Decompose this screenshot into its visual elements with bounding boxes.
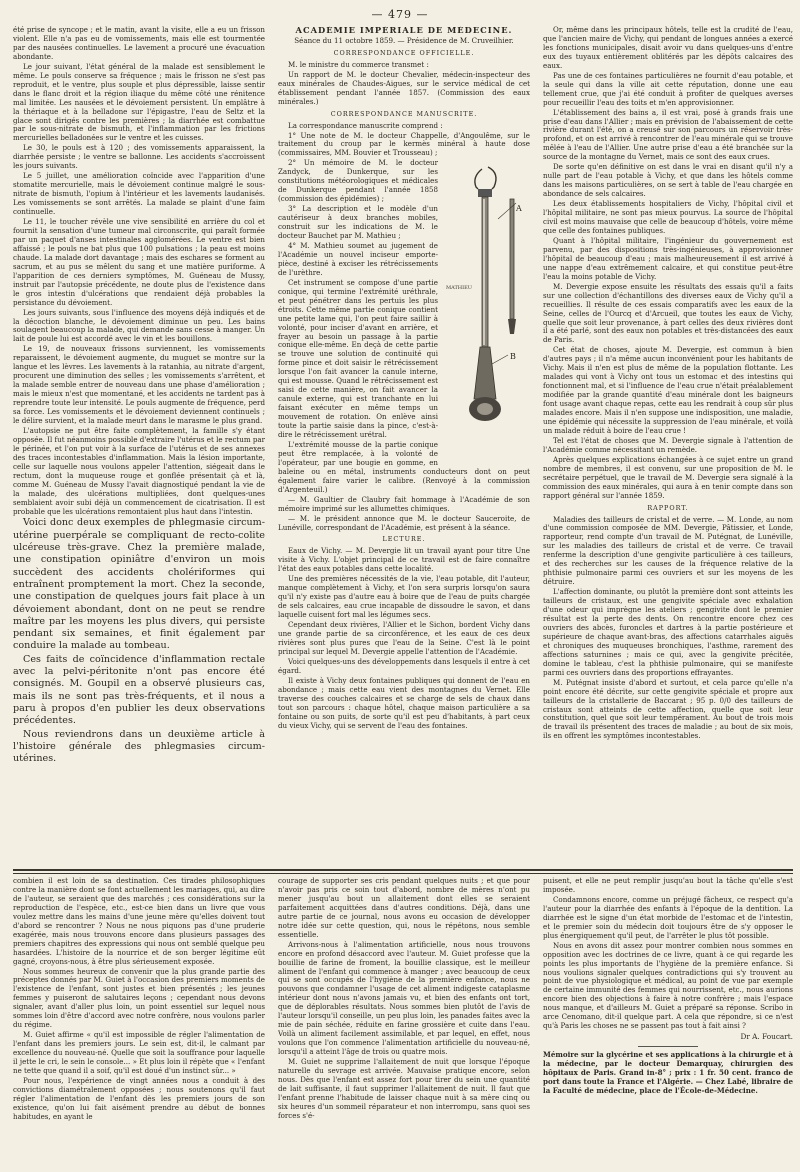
paragraph: — M. le président annonce que M. le docteur Sauceroite, de Lunéville, correspondant de l'Académie, est présent à la séance.: [278, 513, 530, 532]
paragraph: Il existe à Vichy deux fontaines publiques qui donnent de l'eau en abondance ; mais cette eau vient des montagnes du Vernet. Elle traverse des couches calcaires et se charge de sels de chaux dans tout son parcours : chaque hôtel, chaque maison particulière a sa fontaine ou son puits, de sorte qu'il est peu d'habitants, à part ceux du vieux Vichy, qui se servent de l'eau des fontaines.: [278, 675, 530, 730]
conclusion-block: [13, 517, 265, 765]
paragraph: courage de supporter ses cris pendant quelques nuits ; et que pour n'avoir pas pris ce soin tout d'abord, nombre de mères n'ont pu mener jusqu'au bout un allaitement dont elles se seraient parfaitement acquittées dans d'autres conditions. Déjà, dans une autre partie de ce journal, nous avons eu occasion de développer notre idée sur cette question, qui, nous le répétons, nous semble essentielle.: [278, 877, 530, 939]
paragraph: M. Guiet affirme « qu'il est impossible de régler l'alimentation de l'enfant dans les premiers jours. Le sein est, dit-il, le calmant par excellence du nouveau-né. Quelle que soit la souffrance pour laquelle il jette le cri, le sein le console... » Et plus loin il répète que « l'enfant ne tette que quand il a soif, qu'il est doué d'un instinct sûr... »: [13, 1030, 265, 1076]
paragraph: Le jour suivant, l'état général de la malade est sensiblement le même. Le pouls conserve sa fréquence ; mais le frisson ne s'est pas reproduit, et le ventre, plus souple et plus dépressible, laisse sentir dans le flanc droit et la région iliaque du même côté une rénitence mal limitée. Les nausées et le dévoiement persistent. Un emplâtre à la thériaque et à la belladone sur l'épigastre, l'eau de Seltz et la glace sont dirigés contre les premières ; la diarrhée est combattue par le sous-nitrate de bismuth, et l'inflammation par les frictions mercurielles belladonées sur le ventre et les cuisses.: [13, 61, 265, 143]
paragraph: puisent, et elle ne peut remplir jusqu'au bout la tâche qu'elle s'est imposée.: [543, 877, 793, 894]
paragraph: Arrivons-nous à l'alimentation artificielle, nous nous trouvons encore en profond désaccord avec l'auteur. M. Guiet professe que la bouillie de farine de froment, la bouillie classique, est le meilleur aliment de l'enfant qui commence à manger ; avec beaucoup de ceux qui se sont occupés de l'hygiène de la première enfance, nous ne pouvons que condamner l'usage de cet aliment indigeste cataplasme intérieur dont nous n'avons jamais vu, et bien des enfants ont tort, que de déplorables résultats. Nous sommes bien plutôt de l'avis de l'auteur lorsqu'il conseille, un peu plus loin, les panades faites avec la mie de pain séchée, réduite en farine grossière et cuite dans l'eau. Voilà un aliment facilement assimilable, et par lequel, en effet, nous voulons que l'on commence l'alimentation artificielle du nouveau-né, lorsqu'il a atteint l'âge de trois ou quatre mois.: [278, 939, 530, 1057]
paragraph: 4° M. Mathieu soumet au jugement de l'Académie un nouvel inciseur emporte-pièce, destiné à exciser les rétrécissements de l'urèthre.: [278, 240, 438, 277]
paragraph: L'établissement des bains a, il est vrai, posé à grands frais une prise d'eau dans l'Allier ; mais en prévision de l'abaissement de cette rivière durant l'été, on a creusé sur son parcours un réservoir très-profond, et on est arrivé à rencontrer de l'eau minérale qui se trouve mêlée à l'eau de l'Allier. Une autre prise d'eau a été branchée sur la source de la montagne du Vernet, mais ce sont des eaux crues.: [543, 107, 793, 162]
session-line: Séance du 11 octobre 1859. — Présidence de M. Cruveilhier.: [294, 35, 514, 45]
feuilleton-column-middle: [278, 877, 530, 1167]
figure-label-b: B: [510, 352, 516, 362]
paragraph: Une des premières nécessités de la vie, l'eau potable, dit l'auteur, manque complètement à Vichy, et l'on sera surpris lorsqu'on saura qu'il n'y existe pas d'autre eau à boire que de l'eau de puits chargée de sels calcaires, eau crue incapable de dissoudre le savon, et dans laquelle cuisent fort mal les légumes secs.: [278, 574, 530, 620]
paragraph: Quant à l'hôpital militaire, l'ingénieur du gouvernement est parvenu, par des dispositions très-ingénieuses, à approvisionner l'hôpital de beaucoup d'eau ; mais malheureusement il est arrivé à une nappe d'eau extrêmement calcaire, et qui constitue peut-être l'eau la moins potable de Vichy.: [543, 235, 793, 281]
paragraph: — M. Gaultier de Claubry fait hommage à l'Académie de son mémoire imprimé sur les allumettes chimiques.: [278, 494, 530, 513]
academy-title: ACADÉMIE IMPÉRIALE DE MÉDECINE.: [295, 26, 513, 35]
column-left: [13, 26, 265, 864]
paragraph: Pour nous, l'expérience de vingt années nous a conduit à des convictions diamétralement opposées ; nous soutenons qu'il faut régler l'alimentation de l'enfant dès les premiers jours de son existence, qu'on lui fait aisément prendre au début de bonnes habitudes, en ayant le: [13, 1075, 265, 1121]
paragraph: Nous en avons dit assez pour montrer combien nous sommes en opposition avec les doctrines de ce livre, quant à ce qui regarde les points les plus importants de l'hygiène de la première enfance. Si nous voulions signaler quelques contradictions qui s'y trouvent au point de vue physiologique et médical, au point de vue par exemple de certaine immunité des femmes qui nourrissent, etc., nous aurions encore bien des objections à faire à notre confrère ; mais l'espace nous manque, et d'ailleurs M. Guiet a préparé sa réponse. Scribo in arce Cenomano, dit-il quelque part. A cela que répondre, si ce n'est qu'à Paris les choses ne se passent pas tout à fait ainsi ?: [543, 940, 793, 1031]
paragraph: De sorte qu'en définitive on est dans le vrai en disant qu'il n'y a nulle part de l'eau potable à Vichy, et que dans les hôtels comme dans les maisons particulières, on se sert à table de l'eau chargée en abondance de sels calcaires.: [543, 162, 793, 199]
feuilleton-column-left: [13, 877, 265, 1167]
paragraph: 2° Un mémoire de M. le docteur Zandyck, de Dunkerque, sur les constitutions météorologiques et médicales de Dunkerque pendant l'année 1858 (commission des épidémies) ;: [278, 158, 438, 204]
separator: [638, 1046, 698, 1047]
paragraph: Or, même dans les principaux hôtels, telle est la crudité de l'eau, que l'ancien maire de Vichy, qui pendant de longues années a exercé les fonctions municipales, disait avoir vu dans quelques-uns d'entre eux des tuyaux entièrement oblitérés par les dépôts calcaires des eaux.: [543, 26, 793, 70]
paragraph: Cet instrument se compose d'une partie conique, qui termine l'extrémité uréthrale, et peut pénétrer dans les pertuis les plus étroits. Cette même partie conique contient une petite lame qui, l'on peut faire saillir à volonté, pour inciser d'avant en arrière, et frayer au besoin un passage à la partie conique elle-même. En deçà de cette partie se trouve une solution de continuité qui forme pince et doit saisir le rétrécissement lorsque l'on fait avancer la canule interne, qui est mousse. Quand le rétrécissement est saisi de cette manière, on fait avancer la canule externe, qui est tranchante en lui faisant exécuter en même temps un mouvement de rotation. On enlève ainsi toute la partie saisie dans la pince, c'est-à-dire le rétrécissement urétral.: [278, 277, 438, 439]
feuilleton-rule-thin: [13, 873, 793, 874]
conclusion-paragraph: Nous reviendrons dans un deuxième article à l'histoire générale des phlegmasies circum-utérines.: [13, 728, 265, 765]
paragraph: Condamnons encore, comme un préjugé fâcheux, ce respect qu'a l'auteur pour la diarrhée des enfants à l'époque de la dentition. La diarrhée est le signe d'un état morbide de l'estomac et de l'intestin, et le premier soin du médecin doit toujours être de s'y opposer le plus énergiquement qu'il peut, de l'arrêter le plus tôt possible.: [543, 894, 793, 940]
paragraph: Un rapport de M. le docteur Chevalier, médecin-inspecteur des eaux minérales de Chaudes-Aigues, sur le service médical de cet établissement pendant l'année 1857. (Commission des eaux minérales.): [278, 69, 530, 106]
paragraph: Les jours suivants, sous l'influence des moyens déjà indiqués et de la décoction blanche, le dévoiement diminue un peu. Les bains soulagent beaucoup la malade, qui demande sans cesse à manger. Un lait de poule lui est accordé avec le vin et les bouillons.: [13, 307, 265, 344]
paragraph: 3° La description et le modèle d'un cautériseur à deux branches mobiles, construit sur les indications de M. le docteur Bauchet par M. Mathieu ;: [278, 204, 438, 241]
paragraph: combien il est loin de sa destination. Ces tirades philosophiques contre la manière dont se font actuellement les mariages, qui, au dire de l'auteur, se seraient que des marchés ; ces considérations sur la reproduction de l'espèce, etc., est-ce bien dans un livre que vous voulez mettre dans les mains d'une jeune mère qu'elles doivent tout d'abord se rencontrer ? Nous ne nous piquons pas d'une pruderie exagérée, mais nous trouvons encore dans plusieurs passages des premiers chapitres des expressions qui nous ont semblé quelque peu hasardées. L'histoire de la nourrice et de son berger légitime eût gagné, croyons-nous, à être plus sérieusement exposée.: [13, 877, 265, 966]
manuscript-heading: CORRESPONDANCE MANUSCRITE.: [330, 109, 478, 118]
paragraph: Nous sommes heureux de convenir que la plus grande partie des préceptes donnés par M. Guiet à l'occasion des premiers moments de l'existence de l'enfant, sont justes et bien présentés ; les jeunes femmes y puiseront de salutaires leçons ; cependant nous devons signaler, avant d'aller plus loin, un point essentiel sur lequel nous sommes loin d'être d'accord avec notre confrère, nous voulons parler du régime.: [13, 966, 265, 1030]
paragraph: L'extrémité mousse de la partie conique peut être remplacée, à la volonté de l'opérateur, par une bougie en gomme, en baleine ou en métal, instruments conducteurs dont on peut également faire varier le calibre. (Renvoyé à la commission d'Argenteuil.): [278, 439, 530, 494]
feuilleton-column-right: [543, 877, 793, 1167]
bibliography-note: Mémoire sur la glycérine et ses applications à la chirurgie et à la médecine, par le docteur Demarquay, chirurgien des hôpitaux de Paris. Grand in-8° ; prix : 1 fr. 50 cent. franco de port dans toute la France et l'Algérie. — Chez Labé, libraire de la Faculté de médecine, place de l'École-de-Médecine.: [543, 1050, 793, 1095]
conclusion-paragraph: Voici donc deux exemples de phlegmasie circum-utérine puerpérale se compliquant de recto-colite ulcéreuse très-grave. Chez la première malade, une constipation opiniâtre d'environ un mois succèdent des accidents cholériformes qui entraînent promptement la mort. Chez la seconde, une constipation de quelques jours fait place à un dévoiement abondant, dont on ne peut se rendre maître par les moyens les plus divers, qui persiste pendant six semaines, et finit également par conduire la malade au tombeau.: [13, 517, 265, 652]
paragraph: Les deux établissements hospitaliers de Vichy, l'hôpital civil et l'hôpital militaire, ne sont pas mieux pourvus. La source de l'hôpital civil est moins mauvaise que celle de beaucoup d'hôtels, voire même que celle des fontaines publiques.: [543, 199, 793, 235]
figure-label-a: A: [516, 204, 522, 214]
feuilleton-rule: [13, 869, 793, 871]
urethrotome-drawing: [442, 159, 530, 459]
paragraph: Eaux de Vichy. — M. Devergie lit un travail ayant pour titre Une visite à Vichy. L'objet principal de ce travail est de faire connaître l'état des eaux potables dans cette localité.: [278, 546, 530, 574]
column-middle: [278, 26, 530, 864]
paragraph: M. Devergie expose ensuite les résultats des essais qu'il a faits sur une collection d'échantillons des diverses eaux de Vichy qu'il a recueillies. Il résulte de ces essais comparatifs avec les eaux de la Seine, celles de l'Ourcq et d'Arcueil, que toutes les eaux de Vichy, quelle que soit leur provenance, à part celles des deux rivières dont il a été parlé, sont des eaux non potables et très-distancées des eaux de Paris.: [543, 281, 793, 345]
paragraph: M. le ministre du commerce transmet :: [288, 59, 429, 69]
paragraph: Après quelques explications échangées à ce sujet entre un grand nombre de membres, il est convenu, sur une proposition de M. le secrétaire perpétuel, que le travail de M. Devergie sera signalé à la commission des eaux minérales, qui aura à en tenir compte dans son rapport général sur l'année 1859.: [543, 454, 793, 500]
column-right: [543, 26, 793, 864]
paragraph: L'autopsie ne put être faite complètement, la famille s'y étant opposée. Il fut néanmoins possible d'extraire l'utérus et le rectum par le périnée, et l'on put voir à la surface de l'utérus et de ses annexes des traces incontestables d'inflammation. Mais la lésion importante, celle sur laquelle nous voulons appeler l'attention, siégeait dans le rectum, dont la muqueuse rouge et gonflée présentait çà et là, comme M. Guéneau de Mussy l'avait diagnostiqué pendant la vie de la malade, des ulcérations multipliées, dont quelques-unes semblaient avoir subi déjà un commencement de cicatrisation. Il est probable que les ulcérations remontaient plus haut dans l'intestin.: [13, 425, 265, 516]
paragraph: Maladies des tailleurs de cristal et de verre. — M. Londe, au nom d'une commission composée de MM. Devergie, Pâtissier, et Londe, rapporteur, rend compte d'un travail de M. Putégnat, de Lunéville, sur les maladies des tailleurs de cristal et de verre. Ce travail renferme la description d'une gengivite particulière à ces tailleurs, et des recherches sur les causes de la fréquence relative de la phthisie pulmonaire parmi ces ouvriers et sur les moyens de les détruire.: [543, 514, 793, 587]
instrument-figure: [442, 159, 530, 459]
conclusion-paragraph: Ces faits de coïncidence d'inflammation rectale avec la pelvi-péritonite n'ont pas encore été consignés. M. Goupil en a observé plusieurs cas, mais ils ne sont pas très-fréquents, et il nous a paru à propos d'en publier les deux observations précédentes.: [13, 653, 265, 727]
paragraph: Voici quelques-uns des développements dans lesquels il entre à cet égard.: [278, 656, 530, 675]
author-signature: Dr A. Foucart.: [740, 1032, 793, 1042]
paragraph: M. Putégnat insiste d'abord et surtout, et cela parce qu'elle n'a point encore été décrite, sur cette gengivite spéciale et propre aux tailleurs de la cristallerie de Baccarat ; 95 p. 0/0 des tailleurs de cristaux sont atteints de cette affection, quelle que soit leur constitution, quel que soit leur tempérament. Au bout de trois mois de travail ils présentent des traces de maladie ; au bout de six mois, ils en offrent les symptômes incontestables.: [543, 677, 793, 741]
paragraph: Le 5 juillet, une amélioration coïncide avec l'apparition d'une stomatite mercurielle, mais le dévoiement continue malgré le sous-nitrate de bismuth, l'opium à l'intérieur et les lavements laudanisés. Les vomissements se sont arrêtés. La malade se plaint d'une faim continuelle.: [13, 171, 265, 217]
lecture-heading: LECTURE.: [382, 535, 426, 544]
page-number: — 479 —: [371, 8, 429, 21]
paragraph: Le 11, le toucher révèle une vive sensibilité en arrière du col et fournit la sensation d'une tumeur mal circonscrite, qui paraît formée par un paquet d'anses intestinales agglomérées. Le ventre est bien affaissé ; le pouls ne bat plus que 100 pulsations ; la peau est moins chaude. La malade dort davantage ; mais des eschares se forment au sacrum, et au pus se mêlent du sang et une matière puriforme. A l'apparition de ces derniers symptômes, M. Guéneau de Mussy, instruit par l'autopsie précédente, ne doute plus de l'existence dans le gros intestin d'ulcérations que rendaient déjà probables la persistance du dévoiement.: [13, 217, 265, 307]
paragraph: M. Guiet ne supprime l'allaitement de nuit que lorsque l'époque naturelle du sevrage est arrivée. Mauvaise pratique encore, selon nous. Dès que l'enfant est assez fort pour tirer du sein une quantité de lait suffisante, il faut supprimer l'allaitement de nuit. Il faut que l'enfant prenne l'habitude de laisser chaque nuit à sa mère cinq ou six heures d'un sommeil réparateur et non interrompu, sans quoi ses forces s'é-: [278, 1057, 530, 1120]
paragraph: Cet état de choses, ajoute M. Devergie, est commun à bien d'autres pays ; il n'a même aucun inconvénient pour les habitants de Vichy. Mais il n'en est plus de même de la population flottante. Les malades qui vont à Vichy ont tous un estomac et des intestins qui fonctionnent mal, et si l'influence de l'eau crue n'était préalablement modifiée par la grande quantité d'eau minérale dont les baigneurs font usage avant chaque repas, cette eau les rendrait à coup sûr plus malades encore. Mais il n'en suppose une indisposition, une maladie, une épidémie qui nécessite la suppression de l'eau minérale, et voilà un malade réduit à boire de l'eau crue !: [543, 345, 793, 435]
paragraph: Le 30, le pouls est à 120 ; des vomissements apparaissent, la diarrhée persiste ; le ventre se ballonne. Les accidents s'accroissent les jours suivants.: [13, 143, 265, 171]
paragraph: Cependant deux rivières, l'Allier et le Sichon, bordent Vichy dans une grande partie de sa circonférence, et les eaux de ces deux rivières sont plus pures que l'eau de la Seine. C'est là le point principal sur lequel M. Devergie appelle l'attention de l'Académie.: [278, 620, 530, 656]
paragraph: L'affection dominante, ou plutôt la première dont sont atteints les tailleurs de cristaux, est une gengivite spéciale avec exhalation d'une odeur qui imprègne les ateliers ; gengivite dont le premier résultat est la perte des dents. On rencontre encore chez ces ouvriers des abcès, furoncles et dartres à la partie postérieure et supérieure de chaque avant-bras, des affections catarrhales aiguës et chroniques des muqueuses bronchiques, l'asthme, rarement des affections saturnines ; mais ce qui, avec la gengivite précitée, domine le tableau, c'est la phthisie pulmonaire, qui se manifeste parmi ces ouvriers dans des proportions effrayantes.: [543, 587, 793, 677]
official-heading: CORRESPONDANCE OFFICIELLE.: [333, 48, 475, 57]
paragraph: La correspondance manuscrite comprend :: [288, 120, 443, 130]
paragraph: Le 19, de nouveaux frissons surviennent, les vomissements reparaissent, le dévoiement augmente, du muguet se montre sur la langue et les lèvres. Les lavements à la ratanhia, au nitrate d'argent, procurent une diminution des selles ; les vomissements s'arrêtent, et la malade semble entrer de nouveau dans une phase d'amélioration ; mais le mieux n'est que momentané, et les accidents ne tardent pas à reprendre toute leur intensité. Le pouls augmente de fréquence, perd sa force. Les vomissements et le dévoiement deviennent continuels ; le délire survient, et la malade meurt dans le marasme le plus grand.: [13, 344, 265, 425]
paragraph: Tel est l'état de choses que M. Devergie signale à l'attention de l'Académie comme nécessitant un remède.: [543, 435, 793, 454]
paragraph: 1° Une note de M. le docteur Chappelle, d'Angoulême, sur le traitement du croup par le kermès minéral à haute dose (commissaires, MM. Bouvier et Trousseau) ;: [278, 130, 530, 158]
paragraph: été prise de syncope ; et le matin, avant la visite, elle a eu un frisson violent. Elle n'a pas eu de vomissements, mais elle est tourmentée par des nausées continuelles. Le lavement a procuré une évacuation abondante.: [13, 26, 265, 61]
paragraph: Pas une de ces fontaines particulières ne fournit d'eau potable, et la seule qui dans la ville ait cette réputation, donne une eau tellement crue, que j'ai été conduit à profiter de quelques averses pour recueillir l'eau des toits et m'en approvisionner.: [543, 70, 793, 107]
figure-maker-label: MATHIEU: [446, 285, 472, 292]
report-heading: RAPPORT.: [647, 503, 689, 512]
